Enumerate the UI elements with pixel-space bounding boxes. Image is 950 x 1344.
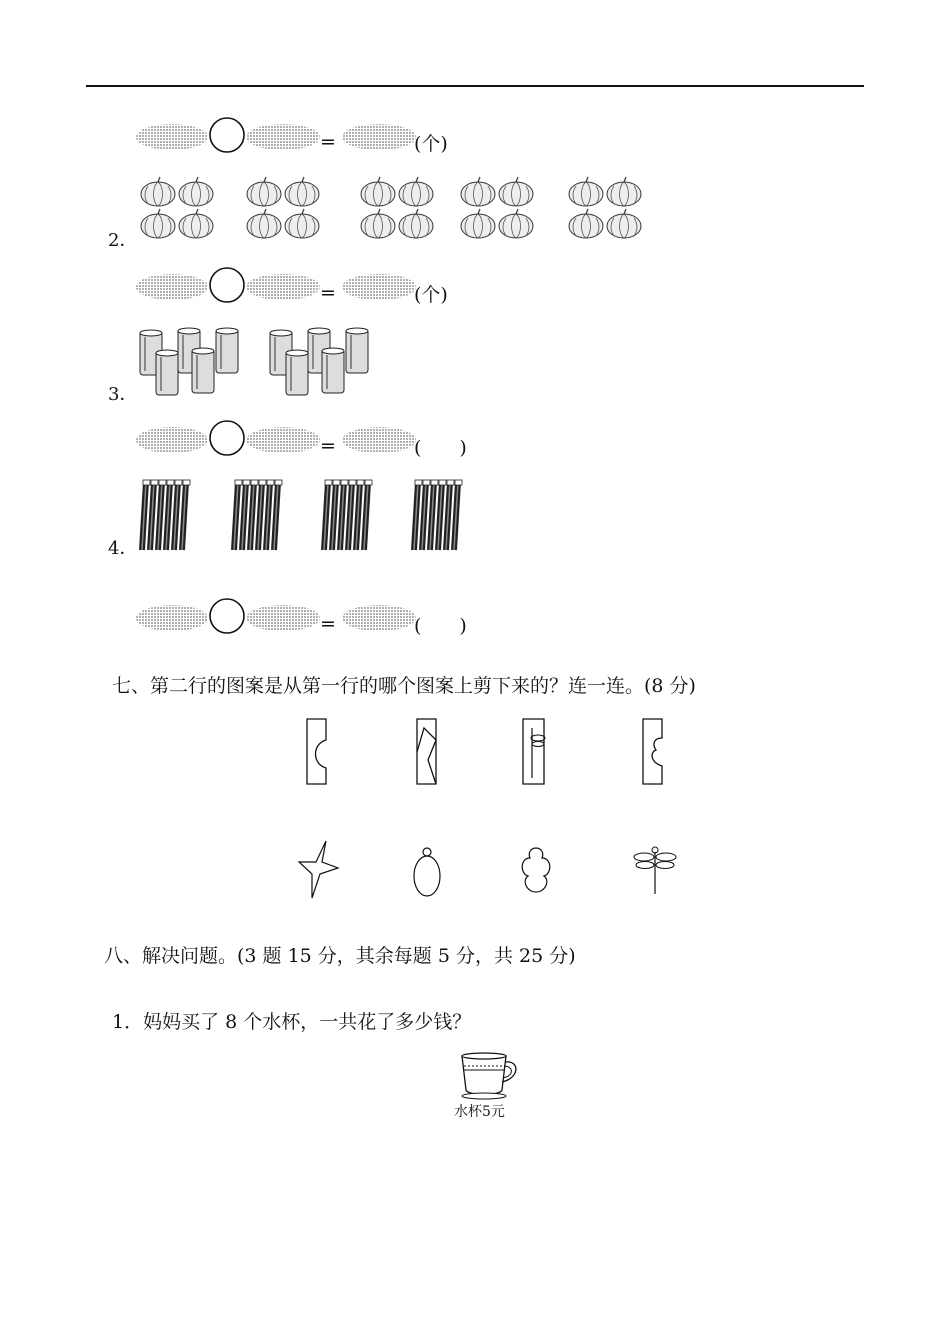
pumpkin-icon (361, 177, 395, 206)
section-8-heading: 八、解决问题。(3 题 15 分，其余每题 5 分，共 25 分) (104, 945, 576, 967)
pumpkin-icon (607, 209, 641, 238)
can-icon (216, 328, 238, 373)
pumpkin-icon (141, 209, 175, 238)
blank-leaf-2[interactable] (246, 124, 320, 150)
question-1: 1．妈妈买了 8 个水杯，一共花了多少钱？ (112, 1011, 472, 1033)
can-icon (346, 328, 368, 373)
operator-circle[interactable] (210, 118, 244, 152)
top-rule (86, 85, 864, 87)
blank-leaf-1[interactable] (136, 605, 208, 631)
oval-icon[interactable] (412, 846, 442, 898)
pumpkin-icon (285, 177, 319, 206)
pumpkin-icon (247, 209, 281, 238)
pumpkin-icon (461, 209, 495, 238)
pumpkin-icon (569, 177, 603, 206)
paper-fold-dragonfly-icon[interactable] (522, 718, 552, 786)
can-groups (140, 325, 380, 400)
pumpkin-icon (399, 209, 433, 238)
equals-sign: = (320, 435, 336, 457)
blank-leaf-2[interactable] (246, 427, 320, 453)
problem-number-3: 3． (108, 384, 138, 405)
pumpkin-icon (247, 177, 281, 206)
pencil-bundle-icon (454, 480, 462, 550)
unit-label: (个) (414, 133, 448, 155)
cup-price-label: 水杯5元 (454, 1104, 505, 1120)
pumpkin-icon (285, 209, 319, 238)
pumpkin-groups (140, 176, 660, 246)
pumpkin-icon (461, 177, 495, 206)
problem-number-4: 4． (108, 538, 138, 559)
star-icon[interactable] (298, 840, 340, 900)
pumpkin-icon (361, 209, 395, 238)
unit-label: (个) (414, 284, 448, 306)
equals-sign: = (320, 282, 336, 304)
paper-fold-star-icon[interactable] (416, 718, 442, 786)
dragonfly-icon[interactable] (632, 844, 678, 896)
blank-leaf-1[interactable] (136, 274, 208, 300)
paper-fold-arc-icon[interactable] (306, 718, 332, 786)
pumpkin-icon (499, 209, 533, 238)
blank-leaf-1[interactable] (136, 124, 208, 150)
pumpkin-icon (499, 177, 533, 206)
blank-leaf-answer[interactable] (342, 427, 416, 453)
pencil-bundle-icon (182, 480, 190, 550)
pumpkin-icon (179, 209, 213, 238)
pencil-bundles (140, 480, 480, 555)
section-7-heading: 七、第二行的图案是从第一行的哪个图案上剪下来的？连一连。(8 分) (112, 675, 696, 697)
can-icon (192, 348, 214, 393)
operator-circle[interactable] (210, 599, 244, 633)
pumpkin-icon (179, 177, 213, 206)
blank-leaf-2[interactable] (246, 274, 320, 300)
paper-fold-double-arc-icon[interactable] (642, 718, 668, 786)
blank-leaf-1[interactable] (136, 427, 208, 453)
operator-circle[interactable] (210, 268, 244, 302)
pencil-bundle-icon (364, 480, 372, 550)
blank-leaf-answer[interactable] (342, 605, 416, 631)
pumpkin-icon (399, 177, 433, 206)
cup-icon (458, 1052, 522, 1100)
pumpkin-icon (141, 177, 175, 206)
blank-leaf-2[interactable] (246, 605, 320, 631)
can-icon (322, 348, 344, 393)
answer-paren[interactable]: ( ) (414, 615, 467, 637)
pumpkin-icon (607, 177, 641, 206)
operator-circle[interactable] (210, 421, 244, 455)
blank-leaf-answer[interactable] (342, 274, 416, 300)
pencil-bundle-icon (274, 480, 282, 550)
can-icon (286, 350, 308, 395)
scalloped-shape-icon[interactable] (518, 846, 554, 896)
blank-leaf-answer[interactable] (342, 124, 416, 150)
problem-number-2: 2． (108, 230, 138, 251)
pumpkin-icon (569, 209, 603, 238)
equals-sign: = (320, 613, 336, 635)
equals-sign: = (320, 131, 336, 153)
answer-paren[interactable]: ( ) (414, 437, 467, 459)
can-icon (156, 350, 178, 395)
